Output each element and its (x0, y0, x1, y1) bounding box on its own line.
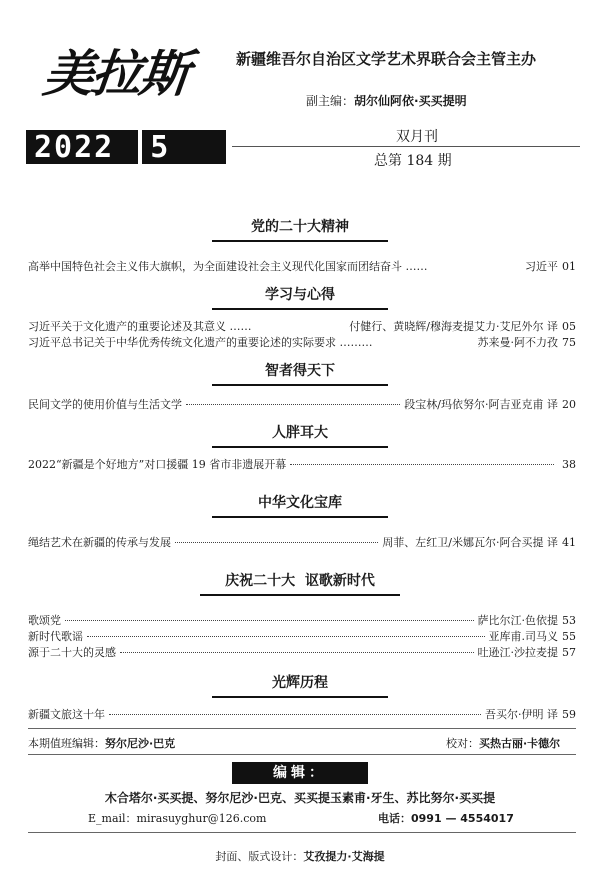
toc-entry[interactable]: 新时代歌谣 亚库甫.司马义 55 (28, 630, 576, 643)
toc-entry[interactable]: 新疆文旅这十年 吾买尔·伊明 译 59 (28, 708, 576, 721)
toc-entry[interactable]: 绳结艺术在新疆的传承与发展 周菲、左红卫/米娜瓦尔·阿合买提 译 41 (28, 536, 576, 549)
vice-editor-name: 胡尔仙阿依·买买提明 (354, 94, 467, 108)
issue-number: 5 (138, 130, 170, 165)
toc-entry[interactable]: 歌颂党 萨比尔江·色依提 53 (28, 614, 576, 627)
toc-entry[interactable]: 高举中国特色社会主义伟大旗帜，为全面建设社会主义现代化国家而团结奋斗 …… 习近平 01 (28, 260, 576, 273)
editors-heading: 编辑： (232, 762, 368, 784)
email[interactable]: E_mail：mirasuyghur@126.com (88, 812, 267, 825)
phone: 电话：0991 — 4554017 (378, 812, 514, 825)
toc-entry[interactable]: 源于二十大的灵感 吐逊江·沙拉麦提 57 (28, 646, 576, 659)
section-heading: 光辉历程 (212, 672, 388, 698)
toc-entry[interactable]: 民间文学的使用价值与生活文学 段宝林/玛依努尔·阿吉亚克甫 译 20 (28, 398, 576, 411)
vice-editor (306, 92, 467, 109)
frequency: 双月刊 (396, 129, 438, 145)
proofreader: 校对：买热古丽·卡德尔 (446, 737, 561, 750)
section-heading: 学习与心得 (212, 284, 388, 310)
issue-banner (26, 130, 226, 164)
section-heading: 中华文化宝库 (212, 492, 388, 518)
footer-divider (28, 728, 576, 729)
issue-year: 2022 (34, 129, 115, 165)
duty-editor: 本期值班编辑：努尔尼沙·巴克 (28, 737, 176, 750)
section-heading: 庆祝二十大 讴歌新时代 (200, 570, 400, 596)
toc-entry[interactable]: 习近平关于文化遗产的重要论述及其意义 …… 付健行、黄晓辉/穆海麦提艾力·艾尼外尔 译 05 (28, 320, 576, 333)
section-heading: 人胖耳大 (212, 422, 388, 448)
toc-entry[interactable]: 2022“新疆是个好地方”对口援疆 19 省市非遗展开幕 38 (28, 458, 576, 471)
vice-editor-label: 副主编： (306, 94, 355, 108)
design-credit: 封面、版式设计：艾孜提力·艾海提 (215, 850, 385, 863)
section-heading: 智者得天下 (212, 360, 388, 386)
editors-names: 木合塔尔·买买提、努尔尼沙·巴克、买买提玉素甫·牙生、苏比努尔·买买提 (104, 791, 496, 805)
section-heading: 党的二十大精神 (212, 216, 388, 242)
masthead-rule (232, 146, 580, 147)
footer-divider (28, 832, 576, 833)
total-issue: 总第 184 期 (374, 153, 452, 169)
publisher-line: 新疆维吾尔自治区文学艺术界联合会主管主办 (236, 50, 537, 68)
magazine-logo: 美拉斯 (40, 44, 191, 103)
footer-divider (28, 754, 576, 755)
toc-entry[interactable]: 习近平总书记关于中华优秀传统文化遗产的重要论述的实际要求 ……… 苏来曼·阿不力孜 75 (28, 336, 576, 349)
